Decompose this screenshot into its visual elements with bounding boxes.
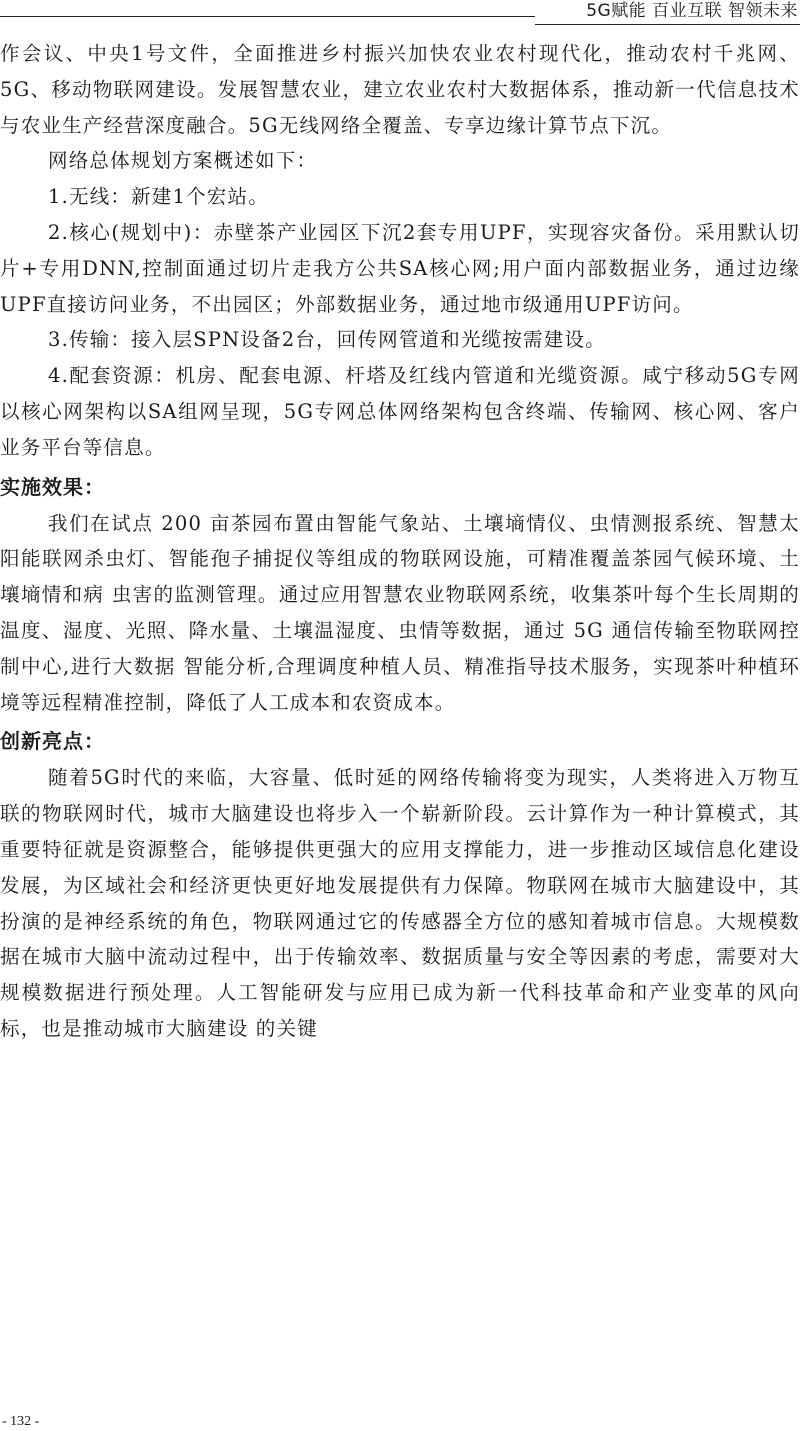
- paragraph-transport: 3.传输：接入层SPN设备2台，回传网管道和光缆按需建设。: [48, 328, 606, 352]
- header-rule: [0, 16, 535, 17]
- paragraph-resources: 4.配套资源：机房、配套电源、杆塔及红线内管道和光缆资源。咸宁移动5G专网以核心网架构以SA组网呈现，5G专网总体网络架构包含终端、传输网、核心网、客户业务平台等信息。: [0, 364, 800, 459]
- paragraph-innovation: 随着5G时代的来临，大容量、低时延的网络传输将变为现实，人类将进入万物互联的物联网时代，城市大脑建设也将步入一个崭新阶段。云计算作为一种计算模式，其重要特征就是资源整合，能够提供更强大的应用支撑能力，进一步推动区域信息化建设发展，为区域社会和经济更快更好地发展提供有力保障。物联网在城市大脑建设中，其扮演的是神经系统的角色，物联网通过它的传感器全方位的感知着城市信息。大规模数据在城市大脑中流动过程中，出于传输效率、数据质量与安全等因素的考虑，需要对大规模数据进行预处理。人工智能研发与应用已成为新一代科技革命和产业变革的风向标，也是推动城市大脑建设 的关键: [0, 766, 800, 1040]
- section-heading-innovation: 创新亮点：: [0, 729, 105, 754]
- running-header-title: 5G赋能 百业互联 智领未来: [586, 1, 798, 21]
- header-title-underline: [535, 24, 800, 25]
- paragraph-plan-intro: 网络总体规划方案概述如下：: [48, 149, 318, 173]
- section-heading-effect: 实施效果：: [0, 474, 105, 499]
- paragraph-core: 2.核心(规划中)：赤壁茶产业园区下沉2套专用UPF，实现容灾备份。采用默认切片+专用DNN,控制面通过切片走我方公共SA核心网;用户面内部数据业务，通过边缘UPF直接访问业务，不出园区；外部数据业务，通过地市级通用UPF访问。: [0, 220, 800, 316]
- page-body: [0, 36, 800, 1047]
- page-number: - 132 -: [2, 1414, 40, 1429]
- paragraph-wireless: 1.无线：新建1个宏站。: [48, 185, 269, 209]
- paragraph-continuation: 作会议、中央1号文件，全面推进乡村振兴加快农业农村现代化，推动农村千兆网、5G、移动物联网建设。发展智慧农业，建立农业农村大数据体系，推动新一代信息技术与农业生产经营深度融合。5G无线网络全覆盖、专享边缘计算节点下沉。: [0, 42, 800, 137]
- paragraph-effect: 我们在试点 200 亩茶园布置由智能气象站、土壤墒情仪、虫情测报系统、智慧太阳能联网杀虫灯、智能孢子捕捉仪等组成的物联网设施，可精准覆盖茶园气候环境、土壤墒情和病 虫害的监测管理。通过应用智慧农业物联网系统，收集茶叶每个生长周期的温度、湿度、光照、降水量、土壤温湿度、虫情等数据，通过 5G 通信传输至物联网控制中心,进行大数据 智能分析,合理调度种植人员、精准指导技术服务，实现茶叶种植环境等远程精准控制，降低了人工成本和农资成本。: [0, 511, 800, 714]
